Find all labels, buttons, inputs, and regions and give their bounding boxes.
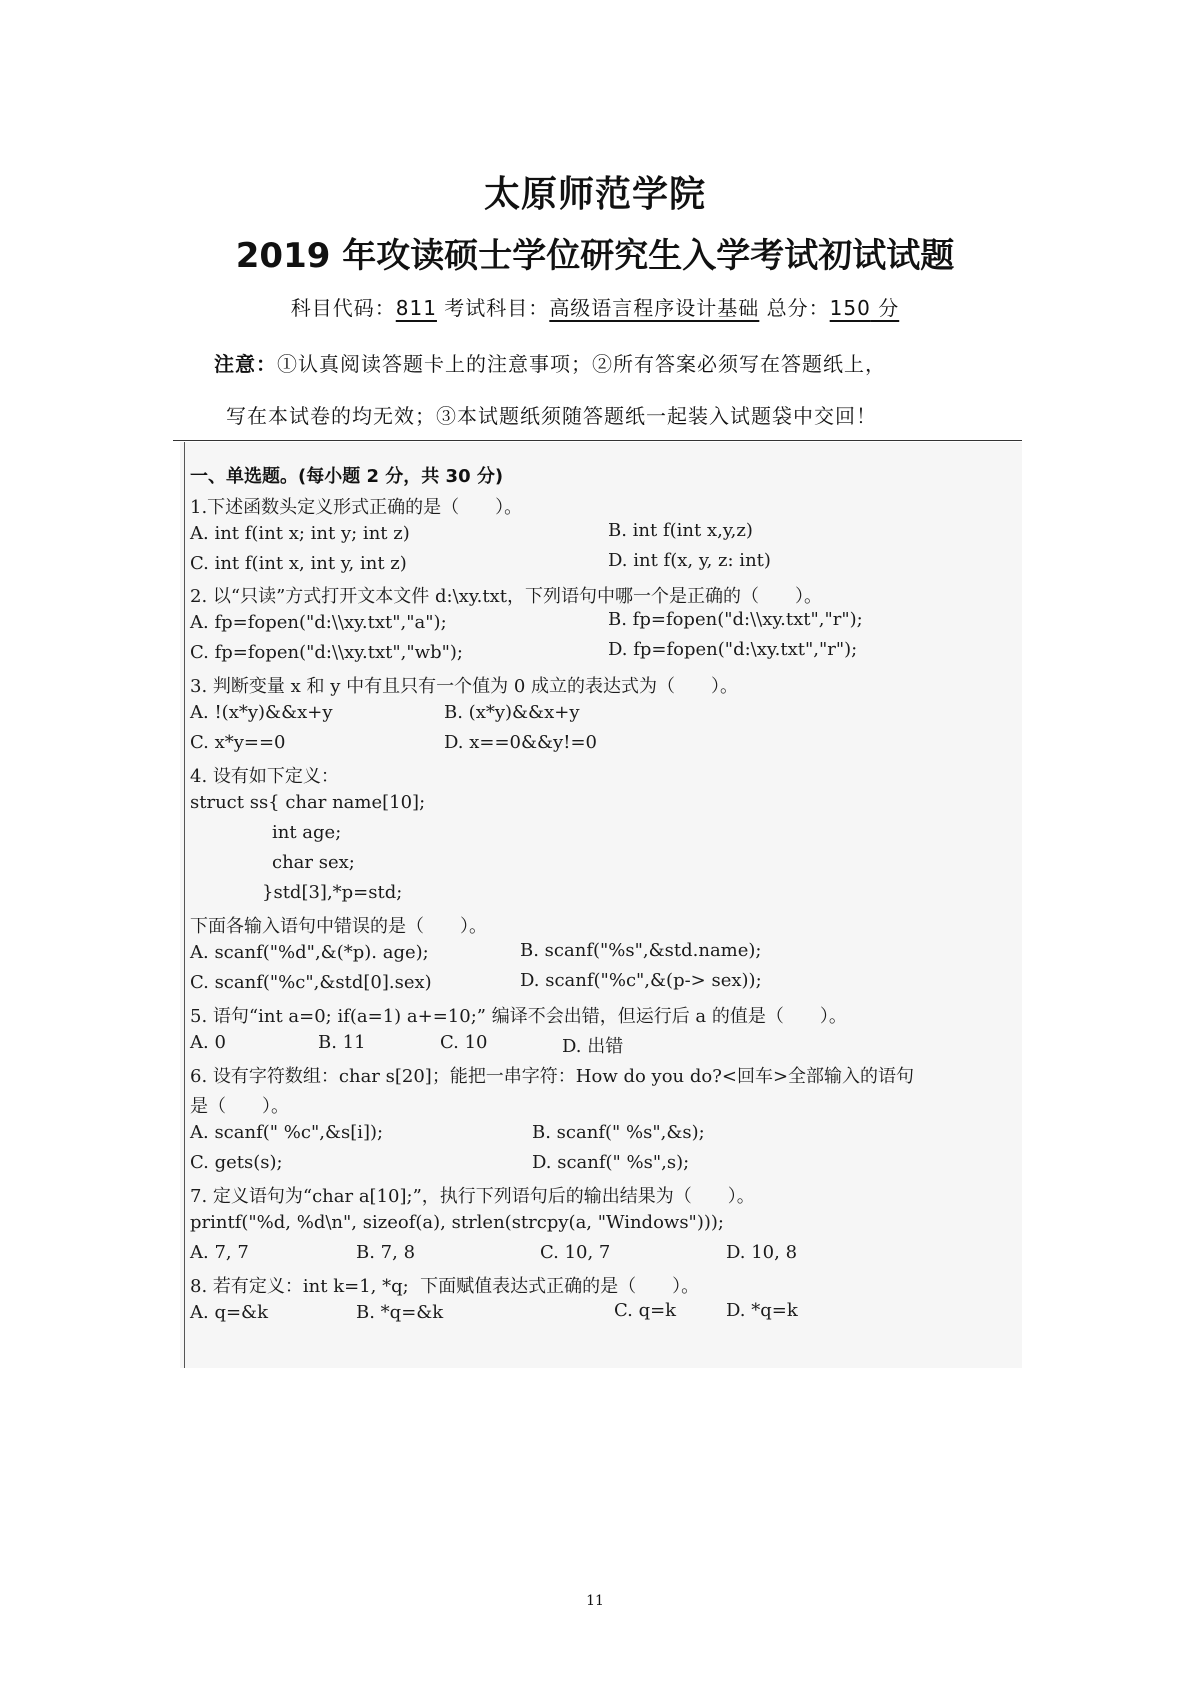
q4-code-line-2: int age; [272, 822, 342, 843]
question-6-stem: 6. 设有字符数组：char s[20]；能把一串字符：How do you do?<回车>全部输入的语句 [190, 1066, 915, 1087]
q6-option-c: C. gets(s); [190, 1152, 283, 1173]
exam-title: 2019 年攻读硕士学位研究生入学考试初试试题 [235, 236, 955, 276]
section-heading: 一、单选题。(每小题 2 分，共 30 分) [190, 466, 504, 487]
total-unit: 分 [870, 296, 900, 320]
q2-option-d: D. fp=fopen("d:\xy.txt","r"); [608, 639, 858, 660]
subject-code: 811 [395, 296, 437, 320]
q5-option-b: B. 11 [318, 1032, 366, 1053]
q4-option-c: C. scanf("%c",&std[0].sex) [190, 972, 432, 993]
q1-option-c: C. int f(int x, int y, int z) [190, 553, 407, 574]
subject-label: 考试科目： [436, 296, 550, 320]
school-title: 太原师范学院 [483, 174, 706, 215]
q4-option-d: D. scanf("%c",&(p-> sex)); [520, 970, 762, 991]
q1-option-b: B. int f(int x,y,z) [608, 520, 753, 541]
notice-text-1: ①认真阅读答题卡上的注意事项；②所有答案必须写在答题纸上， [277, 352, 886, 376]
subject-name: 高级语言程序设计基础 [549, 296, 760, 320]
q1-option-a: A. int f(int x; int y; int z) [190, 523, 410, 544]
q4-option-a: A. scanf("%d",&(*p). age); [190, 942, 429, 963]
q5-option-c: C. 10 [440, 1032, 488, 1053]
q5-option-a: A. 0 [190, 1032, 226, 1053]
page-number: 11 [586, 1593, 604, 1609]
q2-option-a: A. fp=fopen("d:\\xy.txt","a"); [190, 612, 447, 633]
q8-option-b: B. *q=&k [356, 1302, 444, 1323]
q7-option-b: B. 7, 8 [356, 1242, 416, 1263]
q2-option-c: C. fp=fopen("d:\\xy.txt","wb"); [190, 642, 463, 663]
subject-info [0, 292, 1190, 321]
question-4-stem: 4. 设有如下定义： [190, 766, 339, 787]
q4-code-line-1: struct ss{ char name[10]; [190, 792, 426, 813]
q6-option-b: B. scanf(" %s",&s); [532, 1122, 705, 1143]
q5-option-d: D. 出错 [562, 1036, 624, 1057]
header-divider [173, 440, 1022, 441]
q7-option-d: D. 10, 8 [726, 1242, 798, 1263]
q4-option-b: B. scanf("%s",&std.name); [520, 940, 762, 961]
question-5-stem: 5. 语句“int a=0; if(a=1) a+=10;” 编译不会出错，但运行后 a 的值是（ ）。 [190, 1006, 847, 1027]
q6-option-d: D. scanf(" %s",s); [532, 1152, 690, 1173]
question-2-stem: 2. 以“只读”方式打开文本文件 d:\xy.txt，下列语句中哪一个是正确的（ ）。 [190, 586, 822, 607]
q1-option-d: D. int f(x, y, z: int) [608, 550, 771, 571]
notice-label: 注意： [214, 352, 277, 376]
q6-option-a: A. scanf(" %c",&s[i]); [190, 1122, 384, 1143]
question-7-stem: 7. 定义语句为“char a[10];”，执行下列语句后的输出结果为（ ）。 [190, 1186, 755, 1207]
question-6-stem-cont: 是（ ）。 [190, 1096, 289, 1117]
q4-code-line-3: char sex; [272, 852, 355, 873]
q2-option-b: B. fp=fopen("d:\\xy.txt","r"); [608, 609, 863, 630]
q4-code-line-4: }std[3],*p=std; [262, 882, 403, 903]
q7-option-a: A. 7, 7 [190, 1242, 249, 1263]
scan-left-edge [184, 442, 185, 1368]
q4-prompt: 下面各输入语句中错误的是（ ）。 [190, 916, 487, 937]
q3-option-c: C. x*y==0 [190, 732, 286, 753]
q8-option-d: D. *q=k [726, 1300, 798, 1321]
q3-option-b: B. (x*y)&&x+y [444, 702, 580, 723]
question-8-stem: 8. 若有定义：int k=1, *q; 下面赋值表达式正确的是（ ）。 [190, 1276, 700, 1297]
q7-option-c: C. 10, 7 [540, 1242, 611, 1263]
q3-option-d: D. x==0&&y!=0 [444, 732, 597, 753]
notice-line-2: 写在本试卷的均无效；③本试题纸须随答题纸一起装入试题袋中交回！ [226, 404, 877, 428]
total-label: 总分： [759, 296, 830, 320]
notice-line-1 [214, 348, 886, 377]
total-score: 150 [829, 296, 871, 320]
subject-code-label: 科目代码： [290, 296, 396, 320]
question-3-stem: 3. 判断变量 x 和 y 中有且只有一个值为 0 成立的表达式为（ ）。 [190, 676, 738, 697]
q7-code-line: printf("%d, %d\n", sizeof(a), strlen(strcpy(a, "Windows"))); [190, 1212, 724, 1233]
question-1-stem: 1.下述函数头定义形式正确的是（ ）。 [190, 497, 523, 518]
q3-option-a: A. !(x*y)&&x+y [190, 702, 333, 723]
q8-option-a: A. q=&k [190, 1302, 268, 1323]
q8-option-c: C. q=k [614, 1300, 677, 1321]
